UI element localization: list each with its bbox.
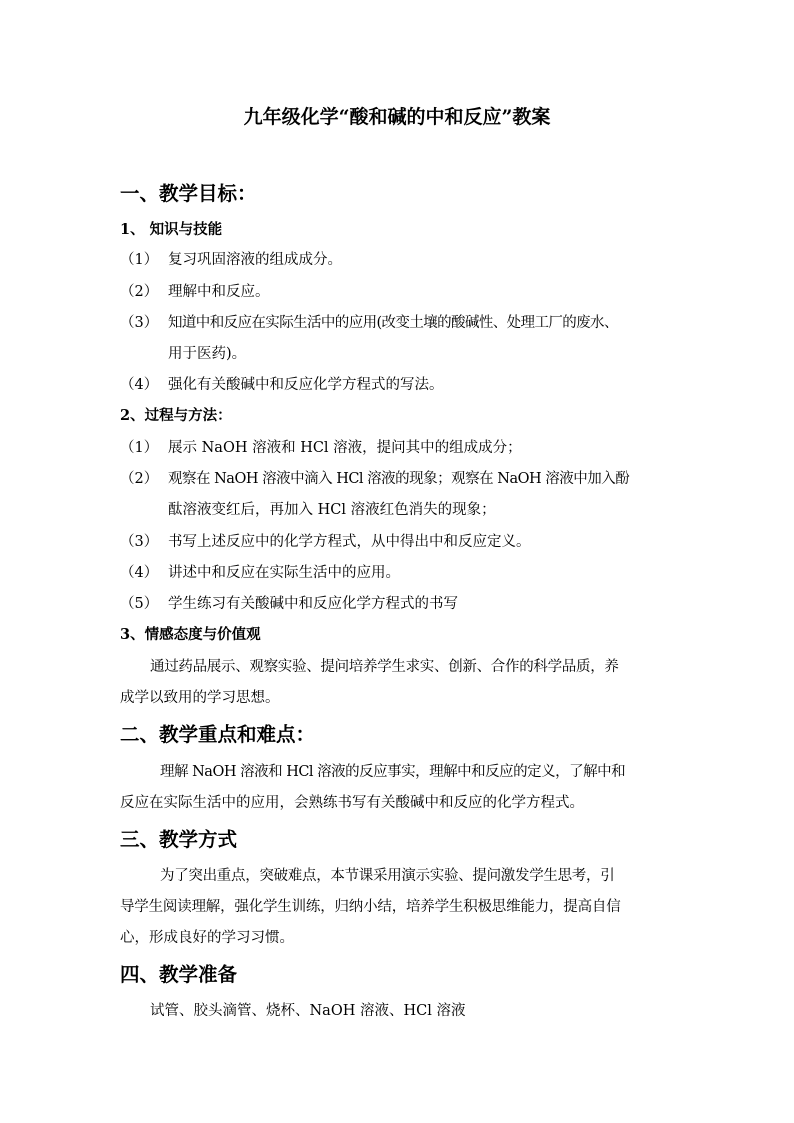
subheading-process-methods: 2、过程与方法： bbox=[120, 407, 232, 424]
item-number: （5） bbox=[120, 596, 159, 612]
list-item bbox=[120, 467, 629, 488]
item-text: 强化有关酸碱中和反应化学方程式的写法。 bbox=[168, 377, 444, 393]
item-continuation: 酞溶液变红后，再加入 HCl 溶液红色消失的现象； bbox=[168, 502, 496, 518]
item-number: （1） bbox=[120, 252, 159, 268]
subheading-attitudes-values: 3、情感态度与价值观 bbox=[120, 626, 261, 643]
paragraph-line: 为了突出重点，突破难点，本节课采用演示实验、提问激发学生思考，引 bbox=[160, 868, 615, 884]
paragraph-line: 反应在实际生活中的应用，会熟练书写有关酸碱中和反应的化学方程式。 bbox=[120, 795, 584, 811]
list-item bbox=[120, 436, 522, 457]
item-number: （4） bbox=[120, 377, 159, 393]
item-text: 观察在 NaOH 溶液中滴入 HCl 溶液的现象；观察在 NaOH 溶液中加入酚 bbox=[168, 471, 630, 487]
document-title: 九年级化学“酸和碱的中和反应”教案 bbox=[243, 106, 551, 128]
list-item bbox=[120, 373, 444, 394]
paragraph-line: 理解 NaOH 溶液和 HCl 溶液的反应事实，理解中和反应的定义，了解中和 bbox=[160, 764, 626, 780]
item-text: 展示 NaOH 溶液和 HCl 溶液，提问其中的组成成分； bbox=[168, 440, 522, 456]
paragraph-line: 成学以致用的学习思想。 bbox=[120, 690, 280, 706]
item-continuation: 用于医药)。 bbox=[168, 346, 247, 362]
paragraph-line: 导学生阅读理解，强化学生训练，归纳小结，培养学生积极思维能力，提高自信 bbox=[120, 899, 621, 915]
section-heading-preparation: 四、教学准备 bbox=[120, 963, 238, 986]
section-heading-objectives: 一、教学目标： bbox=[120, 182, 257, 205]
subheading-knowledge-skills: 1、 知识与技能 bbox=[120, 221, 223, 238]
paragraph-line: 心，形成良好的学习习惯。 bbox=[120, 930, 294, 946]
list-item bbox=[120, 592, 458, 613]
item-text: 讲述中和反应在实际生活中的应用。 bbox=[168, 565, 400, 581]
section-heading-teaching-methods: 三、教学方式 bbox=[120, 828, 238, 851]
item-number: （2） bbox=[120, 471, 159, 487]
item-text: 学生练习有关酸碱中和反应化学方程式的书写 bbox=[168, 596, 458, 612]
item-number: （2） bbox=[120, 284, 159, 300]
item-number: （1） bbox=[120, 440, 159, 456]
item-text: 理解中和反应。 bbox=[168, 284, 270, 300]
list-item bbox=[120, 248, 342, 269]
paragraph-line: 试管、胶头滴管、烧杯、NaOH 溶液、HCl 溶液 bbox=[150, 1003, 466, 1019]
item-text: 复习巩固溶液的组成成分。 bbox=[168, 252, 342, 268]
item-number: （3） bbox=[120, 315, 159, 331]
section-heading-key-points: 二、教学重点和难点： bbox=[120, 723, 316, 746]
item-text: 知道中和反应在实际生活中的应用(改变土壤的酸碱性、处理工厂的废水、 bbox=[168, 315, 618, 331]
list-item bbox=[120, 530, 531, 551]
item-number: （4） bbox=[120, 565, 159, 581]
list-item bbox=[120, 311, 618, 332]
item-number: （3） bbox=[120, 534, 159, 550]
list-item bbox=[120, 280, 270, 301]
paragraph-line: 通过药品展示、观察实验、提问培养学生求实、创新、合作的科学品质，养 bbox=[150, 659, 619, 675]
item-text: 书写上述反应中的化学方程式，从中得出中和反应定义。 bbox=[168, 534, 531, 550]
list-item bbox=[120, 561, 400, 582]
